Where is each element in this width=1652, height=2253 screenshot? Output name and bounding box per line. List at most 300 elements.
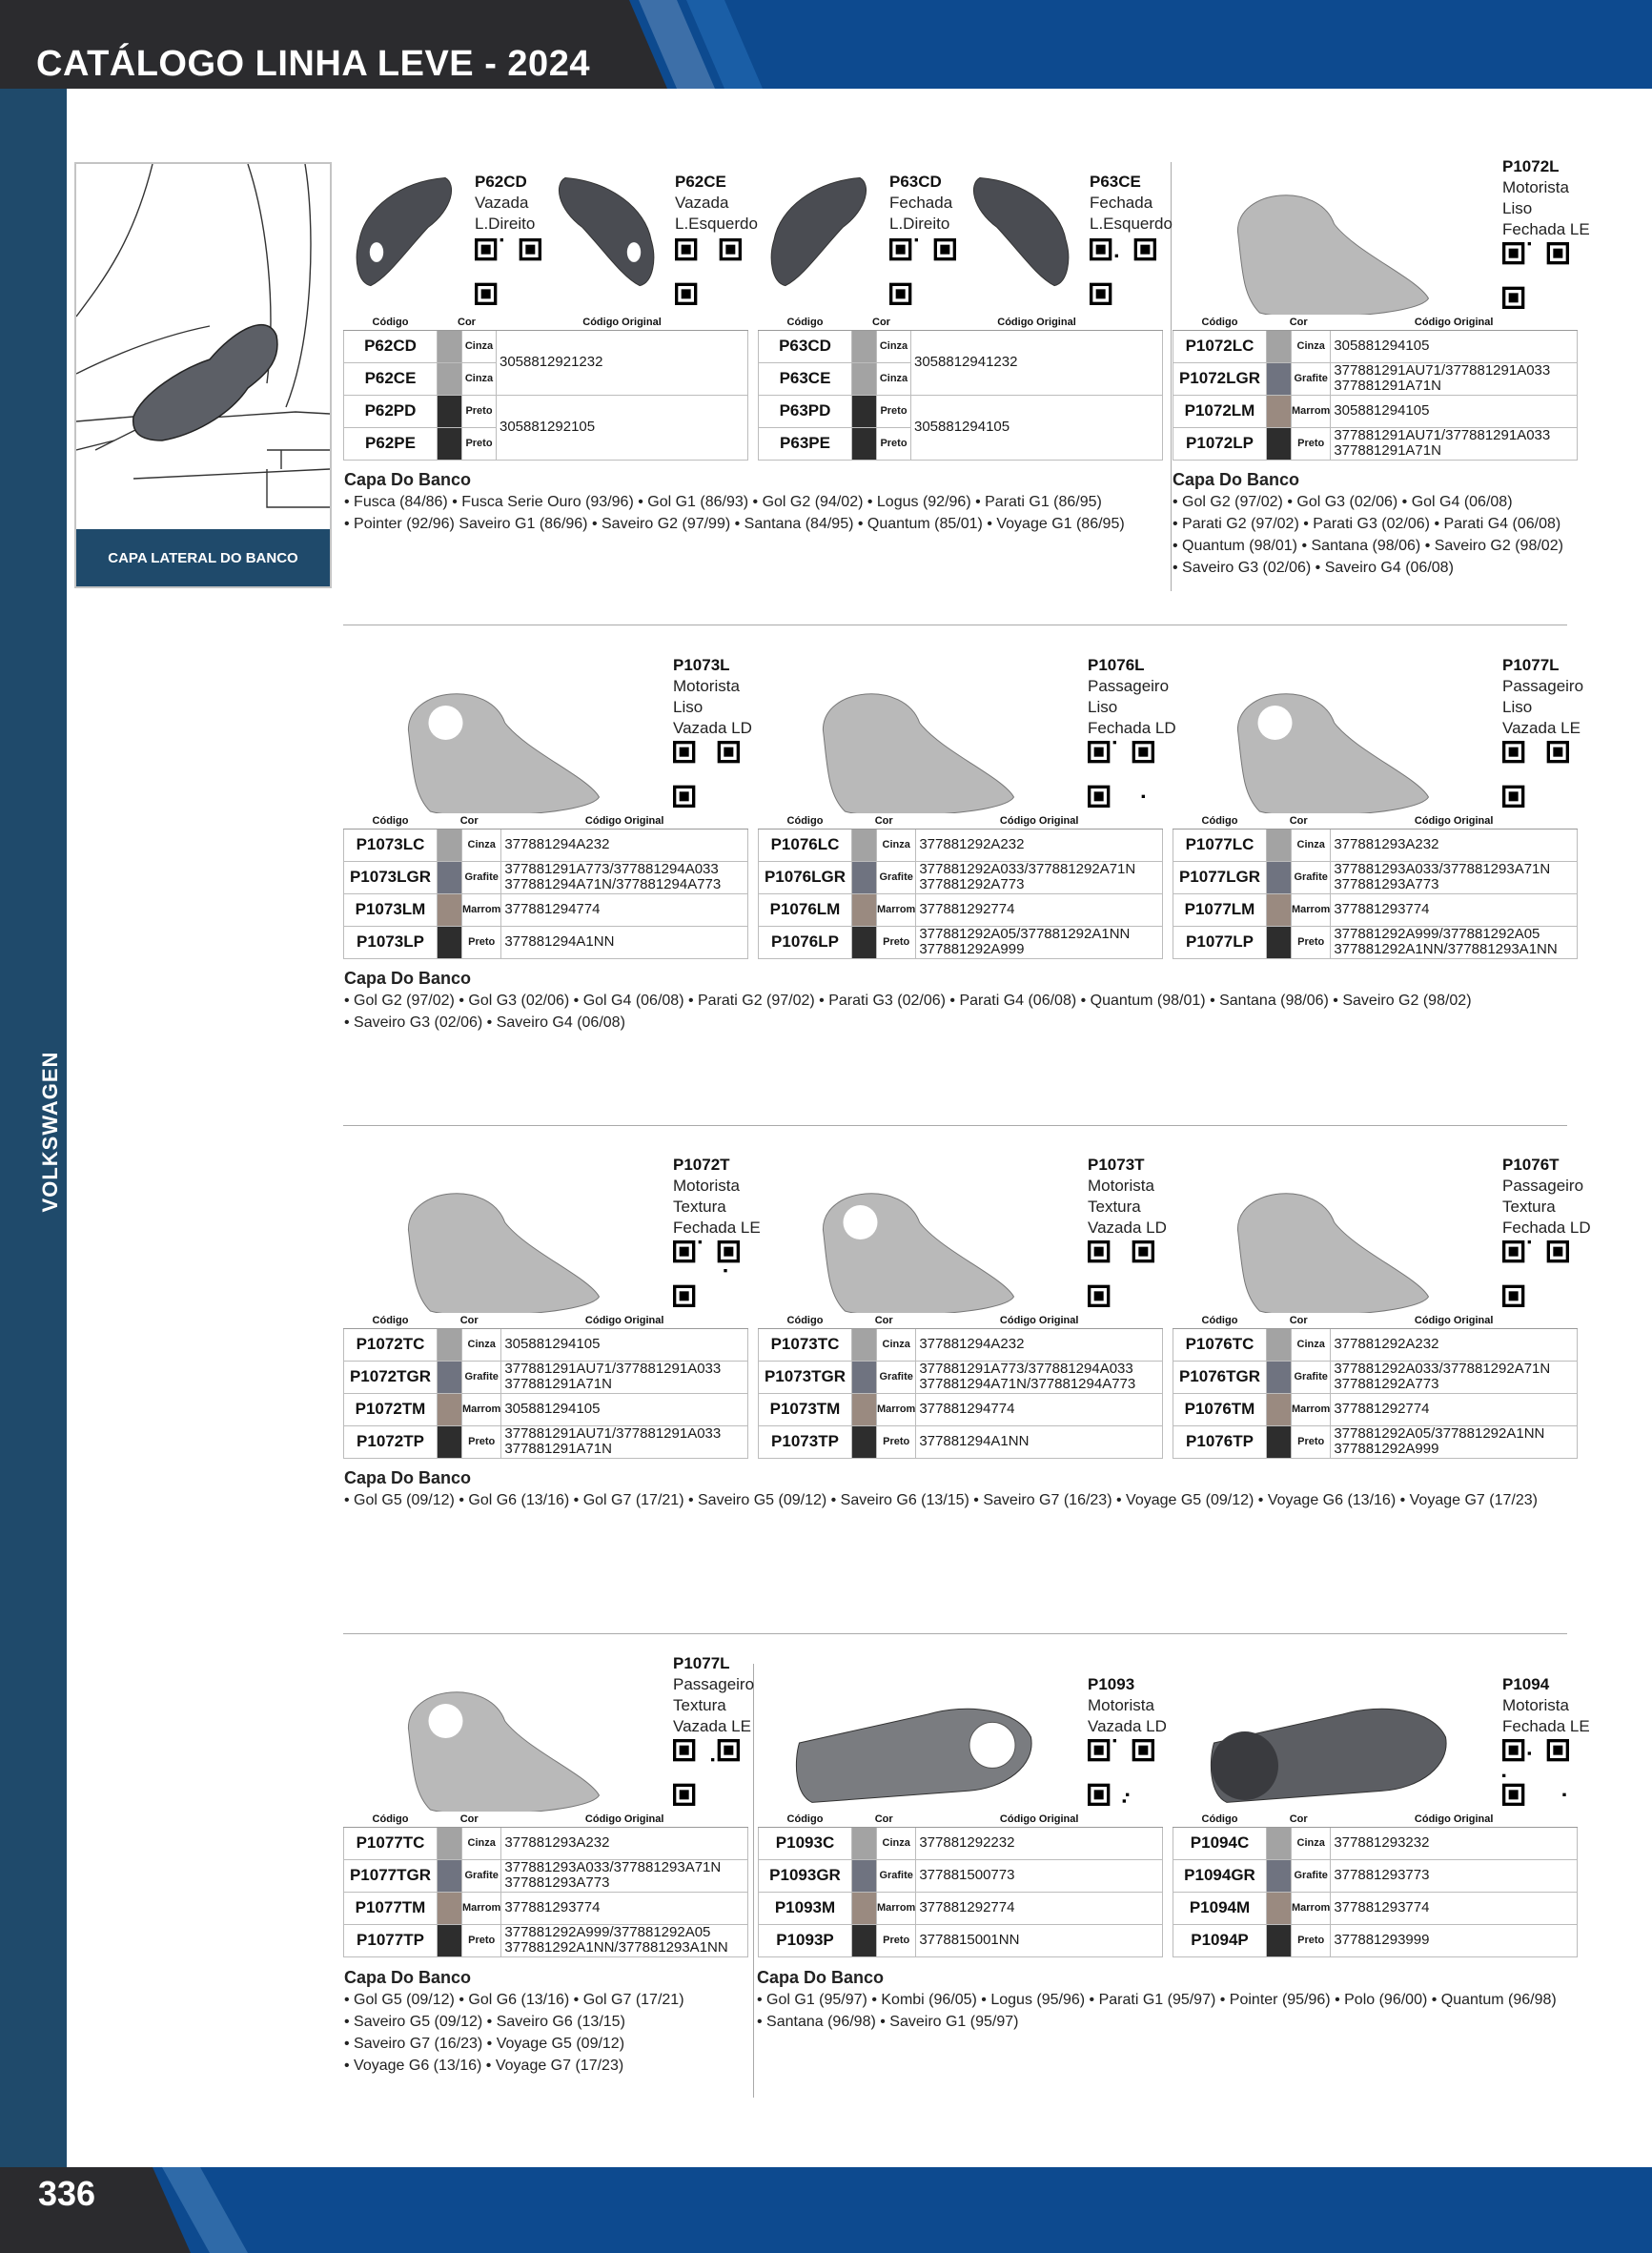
product-desc: Liso bbox=[1502, 199, 1533, 217]
col-header-cor: Cor bbox=[1267, 315, 1331, 330]
product-desc: Motorista bbox=[1088, 1177, 1154, 1195]
color-name: Marrom bbox=[877, 1892, 916, 1924]
part-code: P1076TGR bbox=[1173, 1361, 1267, 1393]
original-code bbox=[501, 1328, 748, 1361]
color-swatch bbox=[1267, 1393, 1292, 1425]
original-code bbox=[916, 1827, 1163, 1859]
color-name: Preto bbox=[462, 427, 497, 460]
color-swatch bbox=[438, 1827, 462, 1859]
original-code bbox=[1331, 1328, 1578, 1361]
color-swatch bbox=[1267, 362, 1292, 395]
application-title: Capa Do Banco bbox=[344, 1468, 472, 1487]
original-code bbox=[916, 1393, 1163, 1425]
application-line: • Pointer (92/96) Saveiro G1 (86/96) • Saveiro G2 (97/99) • Santana (84/95) • Quantum (85/01) • Voyage G1 (86/95) bbox=[344, 516, 1125, 532]
original-code-line: 305881294105 bbox=[504, 1336, 601, 1352]
part-code: P1077LC bbox=[1173, 829, 1267, 861]
color-swatch bbox=[438, 1393, 462, 1425]
part-code: P63PD bbox=[759, 395, 852, 427]
col-header-codigo: Código bbox=[344, 813, 438, 829]
table-row bbox=[1173, 1859, 1578, 1892]
product-desc: Motorista bbox=[673, 1177, 740, 1195]
color-swatch bbox=[1267, 1924, 1292, 1956]
seat-drawing-icon bbox=[76, 164, 330, 531]
original-code: 305881294105 bbox=[911, 395, 1163, 460]
col-header-original: Código Original bbox=[1331, 1313, 1578, 1328]
product-photo-icon bbox=[1220, 1179, 1439, 1322]
color-name: Cinza bbox=[462, 1827, 501, 1859]
product-table bbox=[1173, 813, 1578, 959]
original-code-line: 377881292232 bbox=[919, 1834, 1015, 1851]
application-line: • Santana (96/98) • Saveiro G1 (95/97) bbox=[757, 2014, 1019, 2030]
category-label: CAPA LATERAL DO BANCO bbox=[76, 529, 330, 586]
table-row bbox=[344, 1827, 748, 1859]
original-code bbox=[1331, 330, 1578, 362]
original-code bbox=[1331, 427, 1578, 460]
original-code-line: 377881292A232 bbox=[919, 836, 1025, 852]
application-block bbox=[344, 968, 1472, 1034]
color-name: Marrom bbox=[462, 893, 501, 926]
color-name: Cinza bbox=[462, 1328, 501, 1361]
table-row bbox=[1173, 427, 1578, 460]
original-code-line: 377881294774 bbox=[504, 901, 601, 917]
original-code-line: 377881293A033/377881293A71N bbox=[504, 1859, 722, 1875]
original-code-line: 377881291A773/377881294A033 bbox=[504, 861, 719, 877]
original-code bbox=[1331, 1892, 1578, 1924]
col-header-cor: Cor bbox=[852, 1313, 916, 1328]
color-name: Marrom bbox=[1292, 893, 1331, 926]
part-code: P1076TC bbox=[1173, 1328, 1267, 1361]
part-code: P1073LGR bbox=[344, 861, 438, 893]
original-code bbox=[1331, 1425, 1578, 1458]
part-code: P62PD bbox=[344, 395, 438, 427]
part-code: P63CD bbox=[759, 330, 852, 362]
color-name: Grafite bbox=[877, 861, 916, 893]
col-header-codigo: Código bbox=[344, 315, 438, 330]
color-name: Cinza bbox=[877, 1328, 916, 1361]
original-code-line: 377881291AU71/377881291A033 bbox=[504, 1361, 722, 1377]
table-row bbox=[344, 1859, 748, 1892]
part-code: P1076TM bbox=[1173, 1393, 1267, 1425]
table-row bbox=[759, 1328, 1163, 1361]
color-name: Marrom bbox=[462, 1892, 501, 1924]
color-name: Grafite bbox=[462, 1859, 501, 1892]
product-desc: L.Direito bbox=[475, 215, 536, 233]
qr-code-icon bbox=[1502, 1240, 1569, 1307]
product-code: P1072L bbox=[1502, 157, 1560, 175]
product-info bbox=[1088, 655, 1176, 739]
application-title: Capa Do Banco bbox=[344, 1968, 472, 1987]
table-row bbox=[1173, 1827, 1578, 1859]
original-code bbox=[501, 1827, 748, 1859]
color-name: Grafite bbox=[1292, 1361, 1331, 1393]
table-row bbox=[759, 861, 1163, 893]
table-row bbox=[1173, 1393, 1578, 1425]
table-row bbox=[344, 330, 748, 362]
product-code: P1077L bbox=[673, 1654, 730, 1672]
col-header-codigo: Código bbox=[759, 315, 852, 330]
original-code-line: 377881292A033/377881292A71N bbox=[1334, 1361, 1551, 1377]
category-box bbox=[74, 162, 332, 588]
product-info bbox=[1502, 1674, 1590, 1737]
table-row bbox=[1173, 362, 1578, 395]
table-row bbox=[759, 926, 1163, 958]
qr-code-icon bbox=[1502, 741, 1569, 808]
table-row bbox=[344, 1924, 748, 1956]
col-header-original: Código Original bbox=[1331, 813, 1578, 829]
col-header-codigo: Código bbox=[759, 813, 852, 829]
table-row bbox=[344, 1361, 748, 1393]
product-info bbox=[675, 172, 758, 235]
application-block bbox=[344, 469, 1125, 535]
product-table bbox=[1173, 1313, 1578, 1459]
part-code: P1093M bbox=[759, 1892, 852, 1924]
table-row bbox=[759, 1859, 1163, 1892]
original-code-line: 377881292A773 bbox=[919, 876, 1025, 892]
product-desc: Textura bbox=[673, 1198, 726, 1216]
color-name: Preto bbox=[1292, 1425, 1331, 1458]
color-name: Preto bbox=[462, 395, 497, 427]
product-desc: Vazada LD bbox=[1088, 1717, 1167, 1735]
color-name: Preto bbox=[462, 926, 501, 958]
color-swatch bbox=[1267, 1827, 1292, 1859]
application-line: • Saveiro G5 (09/12) • Saveiro G6 (13/15) bbox=[344, 2014, 625, 2030]
original-code-line: 377881292A999 bbox=[919, 941, 1025, 957]
color-name: Preto bbox=[1292, 926, 1331, 958]
col-header-original: Código Original bbox=[1331, 1812, 1578, 1827]
color-swatch bbox=[438, 1892, 462, 1924]
product-photo-icon bbox=[391, 1179, 610, 1322]
table-row bbox=[1173, 829, 1578, 861]
application-line: • Gol G5 (09/12) • Gol G6 (13/16) • Gol G7 (17/21) bbox=[344, 1992, 684, 2008]
original-code-line: 377881291A71N bbox=[504, 1376, 612, 1392]
brand-label: VOLKSWAGEN bbox=[38, 1051, 62, 1213]
product-desc: Vazada bbox=[675, 194, 729, 212]
original-code: 305881292105 bbox=[497, 395, 748, 460]
original-code-line: 377881293A033/377881293A71N bbox=[1334, 861, 1551, 877]
col-header-codigo: Código bbox=[759, 1812, 852, 1827]
catalog-title: CATÁLOGO LINHA LEVE - 2024 bbox=[36, 44, 590, 84]
product-code: P63CD bbox=[889, 173, 942, 191]
table-row bbox=[1173, 1924, 1578, 1956]
product-desc: Vazada LD bbox=[673, 719, 752, 737]
product-table bbox=[758, 1313, 1163, 1459]
row-divider bbox=[343, 1125, 1567, 1126]
part-code: P1072LGR bbox=[1173, 362, 1267, 395]
part-code: P1077LP bbox=[1173, 926, 1267, 958]
application-line: • Quantum (98/01) • Santana (98/06) • Saveiro G2 (98/02) bbox=[1173, 538, 1563, 554]
part-code: P1077TGR bbox=[344, 1859, 438, 1892]
color-name: Cinza bbox=[1292, 330, 1331, 362]
product-table bbox=[343, 315, 748, 461]
application-line: • Saveiro G7 (16/23) • Voyage G5 (09/12) bbox=[344, 2036, 625, 2052]
part-code: P1073TC bbox=[759, 1328, 852, 1361]
part-code: P1072TGR bbox=[344, 1361, 438, 1393]
original-code-line: 377881292774 bbox=[1334, 1401, 1430, 1417]
color-name: Cinza bbox=[877, 1827, 916, 1859]
part-code: P63CE bbox=[759, 362, 852, 395]
original-code bbox=[916, 1924, 1163, 1956]
part-code: P1076LP bbox=[759, 926, 852, 958]
product-photo-icon bbox=[806, 1179, 1025, 1322]
table-row bbox=[1173, 1892, 1578, 1924]
color-name: Grafite bbox=[877, 1859, 916, 1892]
original-code bbox=[1331, 362, 1578, 395]
table-row bbox=[759, 330, 1163, 362]
qr-code-icon bbox=[1088, 1240, 1154, 1307]
product-desc: Motorista bbox=[673, 677, 740, 695]
original-code bbox=[501, 1361, 748, 1393]
product-desc: Textura bbox=[673, 1696, 726, 1714]
product-info bbox=[673, 655, 752, 739]
col-header-cor: Cor bbox=[438, 1313, 501, 1328]
original-code-line: 3778815001NN bbox=[919, 1932, 1020, 1948]
qr-code-icon bbox=[475, 238, 541, 305]
original-code-line: 377881292A773 bbox=[1334, 1376, 1439, 1392]
product-desc: Fechada LD bbox=[1502, 1219, 1591, 1237]
original-code-line: 377881293232 bbox=[1334, 1834, 1430, 1851]
product-code: P1076T bbox=[1502, 1156, 1560, 1174]
color-swatch bbox=[438, 395, 462, 427]
table-row bbox=[759, 1924, 1163, 1956]
original-code bbox=[501, 893, 748, 926]
original-code-line: 377881293A773 bbox=[1334, 876, 1439, 892]
part-code: P1094C bbox=[1173, 1827, 1267, 1859]
application-block bbox=[344, 1967, 684, 2077]
color-swatch bbox=[438, 1859, 462, 1892]
original-code: 3058812941232 bbox=[911, 330, 1163, 395]
product-table bbox=[758, 1812, 1163, 1957]
original-code-line: 377881291AU71/377881291A033 bbox=[1334, 427, 1551, 443]
table-row bbox=[759, 829, 1163, 861]
product-info bbox=[1502, 1155, 1591, 1239]
col-header-original: Código Original bbox=[911, 315, 1163, 330]
col-header-cor: Cor bbox=[852, 813, 916, 829]
original-code-line: 377881294A71N/377881294A773 bbox=[504, 876, 722, 892]
col-header-codigo: Código bbox=[759, 1313, 852, 1328]
color-swatch bbox=[1267, 829, 1292, 861]
color-name: Grafite bbox=[462, 1361, 501, 1393]
col-header-codigo: Código bbox=[1173, 315, 1267, 330]
table-row bbox=[1173, 893, 1578, 926]
color-name: Grafite bbox=[877, 1361, 916, 1393]
application-title: Capa Do Banco bbox=[344, 470, 472, 489]
product-table bbox=[343, 1812, 748, 1957]
original-code-line: 377881293999 bbox=[1334, 1932, 1430, 1948]
original-code bbox=[916, 1892, 1163, 1924]
product-table bbox=[343, 813, 748, 959]
color-name: Marrom bbox=[1292, 395, 1331, 427]
col-header-codigo: Código bbox=[1173, 813, 1267, 829]
product-photo-icon bbox=[1201, 1697, 1458, 1812]
part-code: P1077LM bbox=[1173, 893, 1267, 926]
part-code: P1072TP bbox=[344, 1425, 438, 1458]
part-code: P1076LM bbox=[759, 893, 852, 926]
original-code-line: 377881294A232 bbox=[504, 836, 610, 852]
part-code: P1073TM bbox=[759, 1393, 852, 1425]
product-photo-icon bbox=[391, 680, 610, 823]
original-code-line: 377881294A232 bbox=[919, 1336, 1025, 1352]
qr-code-icon bbox=[673, 1739, 740, 1806]
product-desc: Textura bbox=[1088, 1198, 1141, 1216]
part-code: P1073LM bbox=[344, 893, 438, 926]
original-code-line: 377881292A999/377881292A05 bbox=[1334, 926, 1540, 942]
product-info bbox=[1088, 1155, 1167, 1239]
product-photo-icon bbox=[963, 172, 1077, 296]
color-swatch bbox=[852, 395, 877, 427]
color-name: Grafite bbox=[1292, 1859, 1331, 1892]
color-swatch bbox=[852, 861, 877, 893]
product-info bbox=[1502, 655, 1583, 739]
product-desc: Fechada LD bbox=[1088, 719, 1176, 737]
qr-code-icon bbox=[1088, 1739, 1154, 1806]
original-code bbox=[916, 1425, 1163, 1458]
part-code: P1073TGR bbox=[759, 1361, 852, 1393]
product-info bbox=[889, 172, 952, 235]
product-code: P1073T bbox=[1088, 1156, 1145, 1174]
col-header-cor: Cor bbox=[1267, 813, 1331, 829]
color-name: Preto bbox=[877, 427, 911, 460]
product-photo-icon bbox=[548, 172, 663, 296]
color-swatch bbox=[438, 1924, 462, 1956]
qr-code-icon bbox=[889, 238, 956, 305]
part-code: P1077TC bbox=[344, 1827, 438, 1859]
table-row bbox=[1173, 1425, 1578, 1458]
color-name: Grafite bbox=[462, 861, 501, 893]
color-name: Marrom bbox=[1292, 1393, 1331, 1425]
original-code bbox=[1331, 829, 1578, 861]
original-code-line: 377881292A232 bbox=[1334, 1336, 1439, 1352]
color-swatch bbox=[1267, 1425, 1292, 1458]
color-swatch bbox=[438, 893, 462, 926]
part-code: P1072LP bbox=[1173, 427, 1267, 460]
product-photo-icon bbox=[1220, 181, 1439, 324]
table-row bbox=[344, 1892, 748, 1924]
product-code: P1076L bbox=[1088, 656, 1145, 674]
part-code: P1093C bbox=[759, 1827, 852, 1859]
application-block bbox=[757, 1967, 1557, 2033]
table-row bbox=[344, 829, 748, 861]
table-row bbox=[759, 1361, 1163, 1393]
table-row bbox=[1173, 1361, 1578, 1393]
product-info bbox=[673, 1155, 761, 1239]
product-desc: Vazada bbox=[475, 194, 529, 212]
col-header-original: Código Original bbox=[497, 315, 748, 330]
color-name: Preto bbox=[462, 1924, 501, 1956]
col-header-cor: Cor bbox=[438, 315, 497, 330]
original-code bbox=[501, 861, 748, 893]
original-code-line: 377881292A999 bbox=[1334, 1441, 1439, 1457]
color-swatch bbox=[438, 362, 462, 395]
col-header-cor: Cor bbox=[852, 1812, 916, 1827]
color-name: Marrom bbox=[877, 893, 916, 926]
product-photo-icon bbox=[391, 1678, 610, 1821]
product-desc: Liso bbox=[1502, 698, 1533, 716]
color-name: Cinza bbox=[877, 829, 916, 861]
product-code: P1072T bbox=[673, 1156, 730, 1174]
original-code-line: 377881294A1NN bbox=[504, 933, 615, 950]
original-code-line: 377881291A773/377881294A033 bbox=[919, 1361, 1133, 1377]
original-code-line: 377881293774 bbox=[504, 1899, 601, 1915]
product-desc: Vazada LD bbox=[1088, 1219, 1167, 1237]
original-code-line: 305881294105 bbox=[1334, 338, 1430, 354]
original-code-line: 377881293773 bbox=[1334, 1867, 1430, 1883]
col-header-cor: Cor bbox=[438, 813, 501, 829]
original-code bbox=[916, 893, 1163, 926]
table-row bbox=[1173, 395, 1578, 427]
original-code bbox=[501, 1892, 748, 1924]
color-swatch bbox=[438, 330, 462, 362]
original-code-line: 377881291A71N bbox=[1334, 378, 1441, 394]
table-row bbox=[1173, 330, 1578, 362]
original-code-line: 305881294105 bbox=[504, 1401, 601, 1417]
part-code: P1093P bbox=[759, 1924, 852, 1956]
table-row bbox=[344, 893, 748, 926]
color-name: Cinza bbox=[1292, 1827, 1331, 1859]
product-info bbox=[1088, 1674, 1167, 1737]
part-code: P1072TC bbox=[344, 1328, 438, 1361]
product-photo-icon bbox=[1220, 680, 1439, 823]
original-code bbox=[916, 861, 1163, 893]
color-swatch bbox=[852, 829, 877, 861]
original-code-line: 377881293A232 bbox=[504, 1834, 610, 1851]
product-photo-icon bbox=[763, 172, 877, 296]
part-code: P1073LP bbox=[344, 926, 438, 958]
color-swatch bbox=[852, 1892, 877, 1924]
color-name: Preto bbox=[1292, 1924, 1331, 1956]
part-code: P1077TP bbox=[344, 1924, 438, 1956]
color-swatch bbox=[852, 1859, 877, 1892]
color-swatch bbox=[852, 1361, 877, 1393]
product-desc: Vazada LE bbox=[673, 1717, 751, 1735]
original-code bbox=[501, 1425, 748, 1458]
table-row bbox=[759, 1425, 1163, 1458]
color-swatch bbox=[1267, 1328, 1292, 1361]
product-desc: Vazada LE bbox=[1502, 719, 1581, 737]
color-swatch bbox=[438, 926, 462, 958]
original-code bbox=[916, 926, 1163, 958]
color-name: Preto bbox=[877, 1924, 916, 1956]
original-code bbox=[1331, 1393, 1578, 1425]
part-code: P1094P bbox=[1173, 1924, 1267, 1956]
color-swatch bbox=[438, 1328, 462, 1361]
part-code: P1076LC bbox=[759, 829, 852, 861]
product-code: P1093 bbox=[1088, 1675, 1135, 1693]
product-desc: Passageiro bbox=[1088, 677, 1170, 695]
product-code: P63CE bbox=[1090, 173, 1141, 191]
product-desc: Textura bbox=[1502, 1198, 1556, 1216]
original-code bbox=[501, 1859, 748, 1892]
application-title: Capa Do Banco bbox=[757, 1968, 885, 1987]
original-code-line: 377881292A05/377881292A1NN bbox=[919, 926, 1131, 942]
original-code-line: 377881291A71N bbox=[504, 1441, 612, 1457]
color-swatch bbox=[852, 1328, 877, 1361]
product-code: P62CD bbox=[475, 173, 527, 191]
part-code: P63PE bbox=[759, 427, 852, 460]
application-block bbox=[344, 1467, 1538, 1511]
table-row bbox=[344, 1328, 748, 1361]
table-row bbox=[759, 893, 1163, 926]
original-code bbox=[916, 1859, 1163, 1892]
color-swatch bbox=[852, 1924, 877, 1956]
product-table bbox=[758, 315, 1163, 461]
row-divider bbox=[343, 1633, 1567, 1634]
part-code: P1094M bbox=[1173, 1892, 1267, 1924]
part-code: P1093GR bbox=[759, 1859, 852, 1892]
color-name: Grafite bbox=[1292, 861, 1331, 893]
table-row bbox=[1173, 861, 1578, 893]
color-swatch bbox=[852, 1425, 877, 1458]
original-code bbox=[916, 829, 1163, 861]
